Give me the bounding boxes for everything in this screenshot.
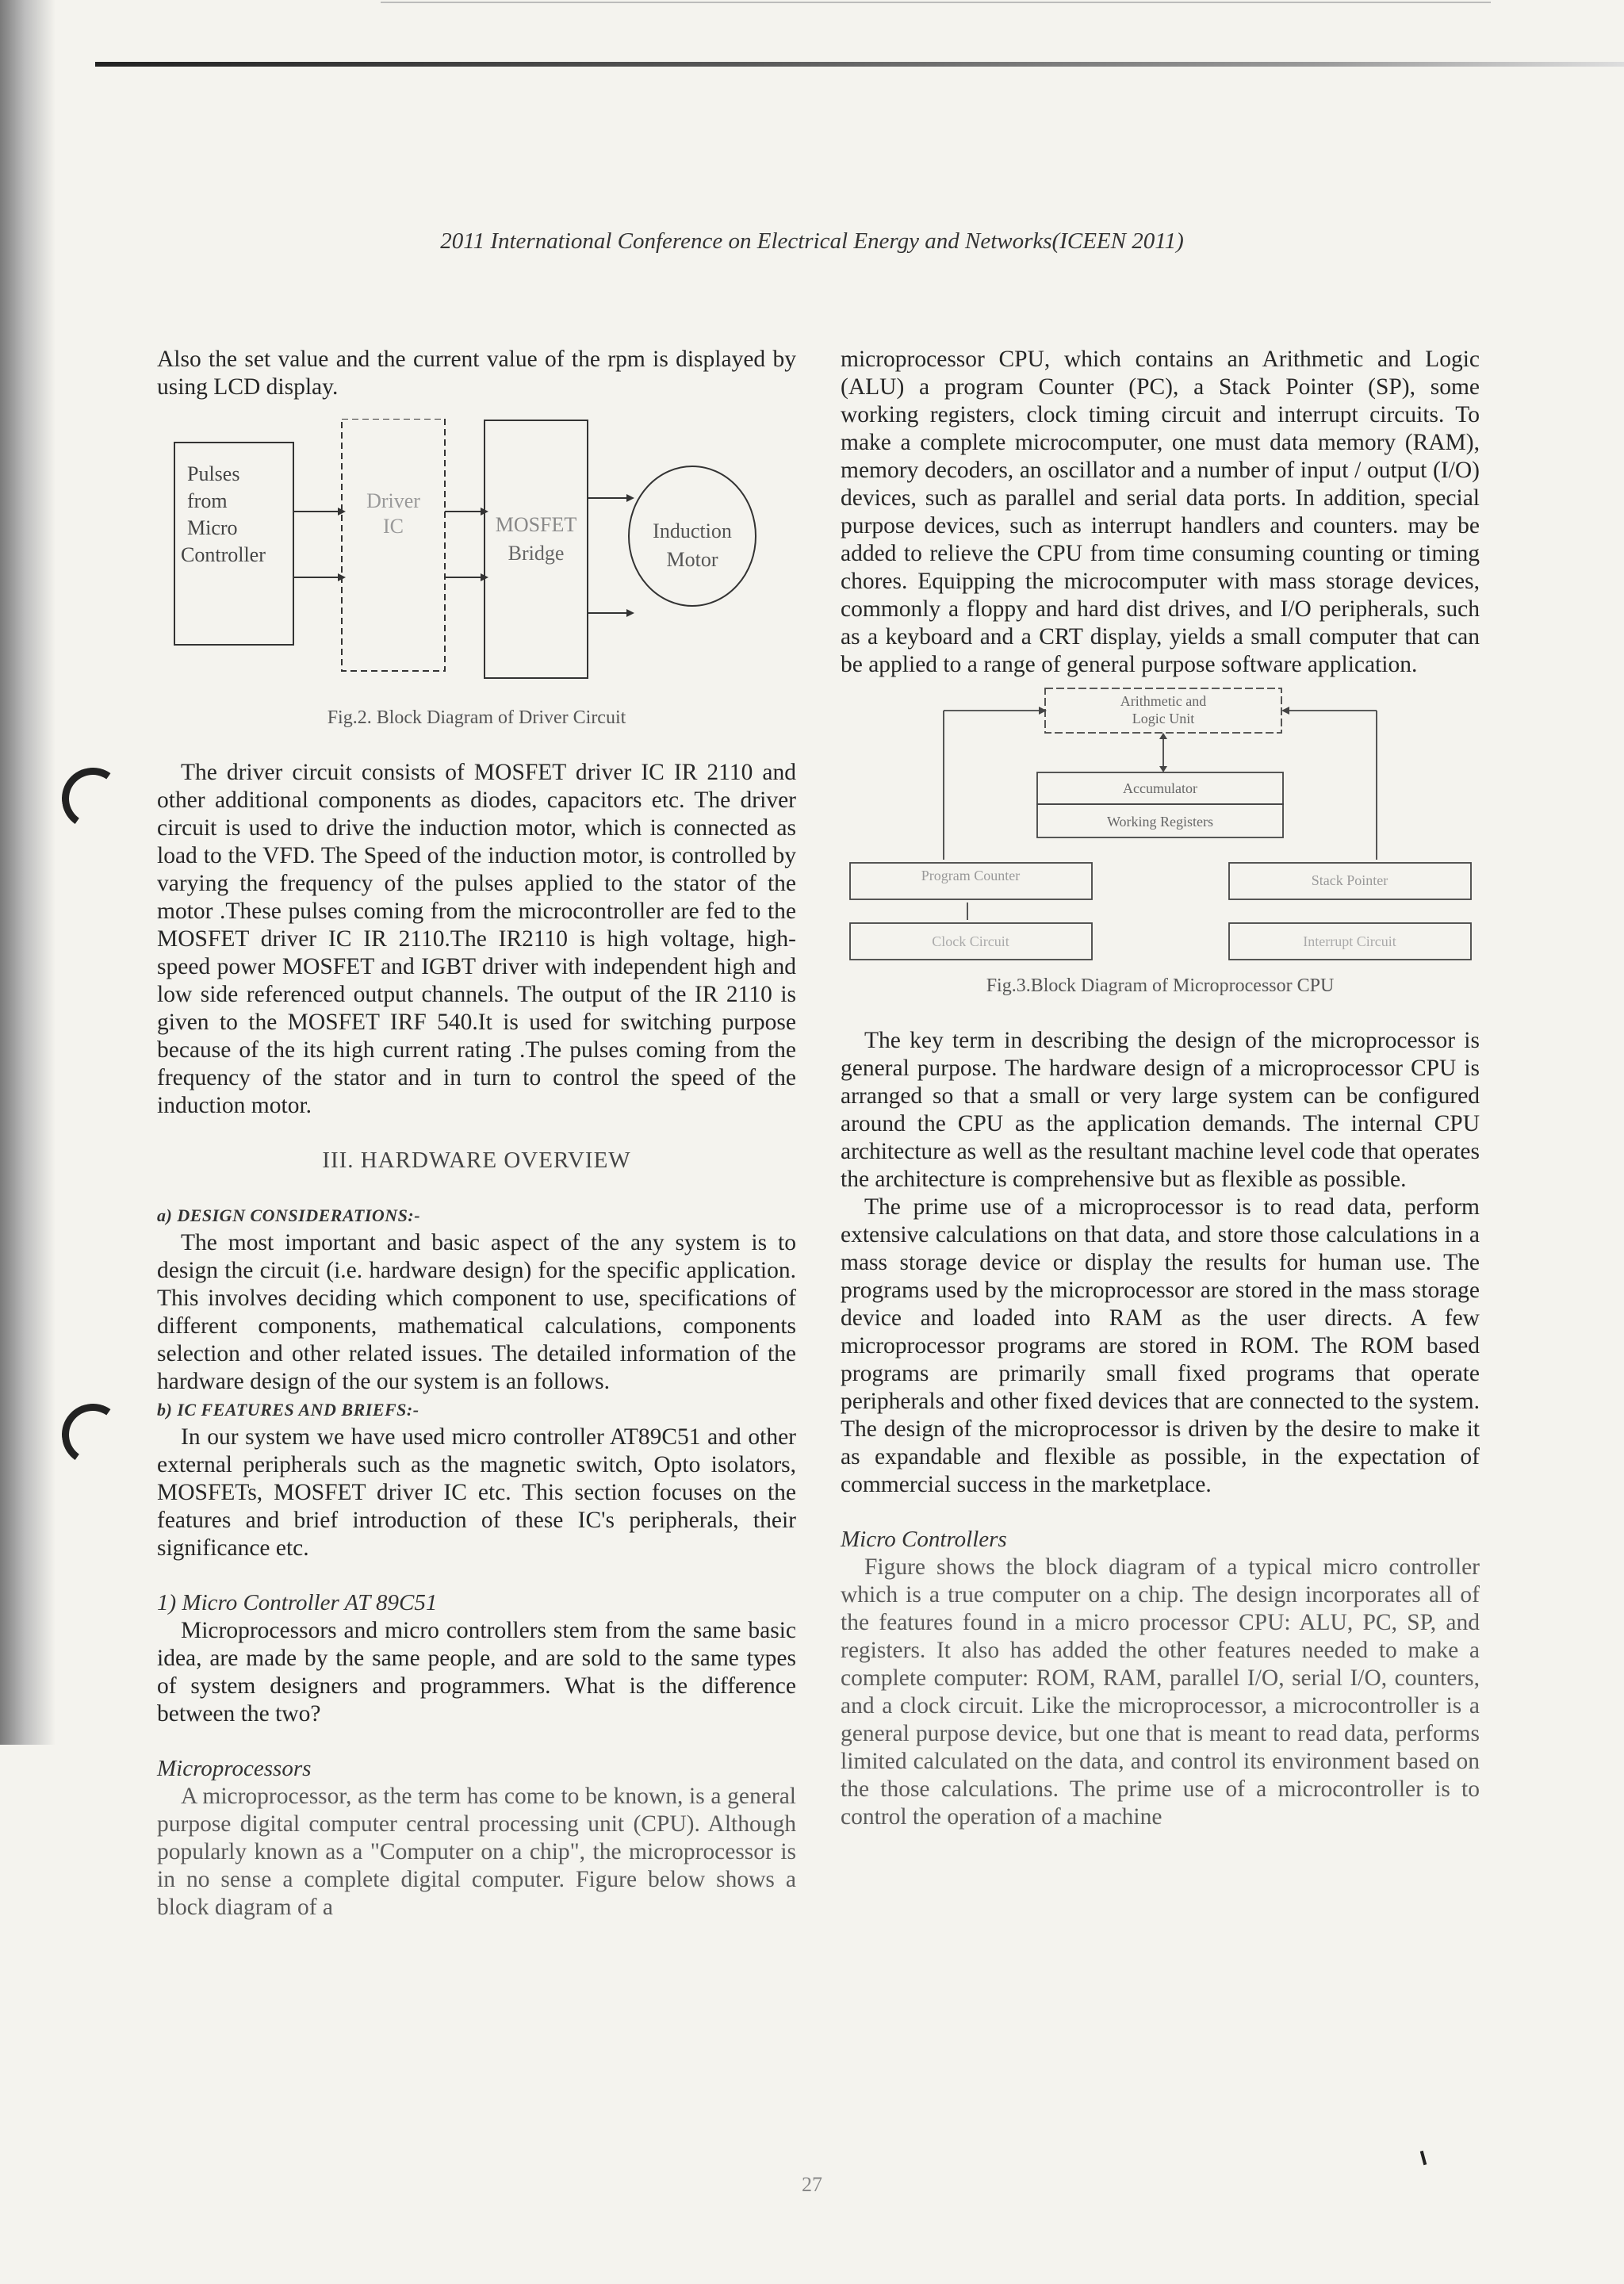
fig2-pulses-label-3: Micro: [187, 516, 238, 539]
fig2-motor-label-1: Induction: [653, 519, 732, 542]
fig3-cpu-block-diagram: [841, 687, 1480, 972]
subheading-micro-controller-at89c51: 1) Micro Controller AT 89C51: [157, 1590, 438, 1615]
fig2-pulses-label-4: Controller: [181, 543, 266, 566]
right-paragraph-1: microprocessor CPU, which contains an Arithmetic and Logic (ALU) a program Counter (PC), a Stack Pointer (SP), some working registers, clock timing circuit and interrupt circuits. To make a complete microcomputer, one must data memory (RAM), memory decoders, an oscillator and a number of input / output (I/O) devices, such as parallel and serial data ports. In addition, special purpose devices, such as interrupt handlers and counters. may be added to relieve the CPU from time consuming counting or timing chores. Equipping the microcomputer with mass storage devices, commonly a floppy and hard dist drives, and I/O peripherals, such as a keyboard and a CRT display, yields a small computer that can be applied to a range of general purpose software application.: [841, 347, 1480, 677]
left-paragraph-1: Also the set value and the current value of the rpm is displayed by using LCD display.: [157, 347, 796, 400]
fig2-driver-box: [342, 419, 445, 671]
right-paragraph-2: The key term in describing the design of the microprocessor is general purpose. The hardware design of a microprocessor CPU is arranged so that a small or very large system can be configured around the CPU as the application demands. The internal CPU architecture as well as the resultant machine level code that operates the architecture is comprehensive but as flexible as possible.: [841, 1028, 1480, 1192]
scan-artifact-top-edge: [95, 62, 1624, 67]
fig3-alu-label-2: Logic Unit: [1132, 711, 1195, 726]
left-paragraph-4: In our system we have used micro controller AT89C51 and other external peripherals such as the magnetic switch, Opto isolators, MOSFETs, MOSFET driver IC etc. This section focuses on the features and brief introduction of these IC's peripherals, their significance etc.: [157, 1424, 796, 1561]
left-column: [157, 346, 796, 1922]
punch-hole-mark-lower: [57, 1399, 128, 1470]
fig2-pulses-label-2: from: [187, 489, 228, 512]
left-paragraph-3: The most important and basic aspect of the any system is to design the circuit (i.e. hardware design) for the specific application. This involves deciding which component to use, specifications of different components, mathematical calculations, components selection and other related issues. The detailed information of the hardware design of the our system is an follows.: [157, 1230, 796, 1394]
left-paragraph-5: Microprocessors and micro controllers stem from the same basic idea, are made by the same people, and are sold to the same types of system designers and programmers. What is the difference between the two?: [157, 1618, 796, 1726]
fig2-driver-label-2: IC: [383, 515, 404, 538]
fig3-clock-circuit-label: Clock Circuit: [932, 933, 1009, 949]
section-heading-hardware-overview: III. HARDWARE OVERVIEW: [322, 1148, 631, 1173]
right-column: [841, 346, 1480, 1831]
fig2-mosfet-label-2: Bridge: [508, 542, 565, 565]
subheading-design-considerations: a) DESIGN CONSIDERATIONS:-: [157, 1205, 421, 1225]
fig3-alu-label-1: Arithmetic and: [1120, 693, 1207, 709]
punch-hole-mark-upper: [57, 763, 128, 834]
fig3-interrupt-circuit-label: Interrupt Circuit: [1303, 933, 1396, 949]
fig3-caption: Fig.3.Block Diagram of Microprocessor CPU: [986, 975, 1335, 996]
subheading-ic-features: b) IC FEATURES AND BRIEFS:-: [157, 1400, 419, 1420]
fig3-stack-pointer-label: Stack Pointer: [1311, 872, 1388, 888]
right-paragraph-4: Figure shows the block diagram of a typical micro controller which is a true computer on a chip. The design incorporates all of the features found in a micro processor CPU: ALU, PC, SP, and registers. It also has added the other features needed to make a complete computer: ROM, RAM, parallel I/O, serial I/O, counters, and a clock circuit. Like the microprocessor, a microcontroller is a general purpose device, but one that is meant to read data, performs limited calculated on the data, and control its environment based on the those calculations. The prime use of a microcontroller is to control the operation of a machine: [841, 1554, 1480, 1830]
left-paragraph-6: A microprocessor, as the term has come to be known, is a general purpose digital computer central processing unit (CPU). Although popularly known as a "Computer on a chip", the microprocessor is in no sense a complete digital computer. Figure below shows a block diagram of a: [157, 1784, 796, 1920]
running-head: 2011 International Conference on Electrical Energy and Networks(ICEEN 2011): [440, 228, 1184, 254]
fig2-driver-block-diagram: [157, 419, 796, 704]
scan-artifact-dot: [1420, 2151, 1427, 2165]
fig3-working-registers-label: Working Registers: [1106, 814, 1214, 830]
page-number: 27: [802, 2173, 822, 2196]
subheading-microprocessors: Microprocessors: [157, 1756, 312, 1781]
fig2-driver-label-1: Driver: [366, 489, 420, 512]
fig2-caption: Fig.2. Block Diagram of Driver Circuit: [327, 707, 626, 728]
fig2-pulses-label-1: Pulses: [187, 462, 240, 485]
fig2-motor-label-2: Motor: [666, 548, 718, 571]
right-paragraph-3: The prime use of a microprocessor is to read data, perform extensive calculations on that data, and store those calculations in a mass storage device or display the results for human use. The programs used by the microprocessor are stored in the mass storage device and loaded into RAM as the user directs. A few microprocessor programs are stored in ROM. The ROM based programs are primarily small fixed programs that operate peripherals and other fixed devices that are connected to the system. The design of the microprocessor is driven by the desire to make it as expandable and flexible as possible, in the expectation of commercial success in the marketplace.: [841, 1194, 1480, 1497]
scan-artifact-left-edge: [0, 0, 56, 1745]
fig3-accumulator-label: Accumulator: [1123, 780, 1197, 796]
fig2-mosfet-label-1: MOSFET: [495, 513, 577, 536]
fig3-program-counter-label: Program Counter: [921, 868, 1021, 883]
subheading-micro-controllers: Micro Controllers: [841, 1527, 1007, 1552]
left-paragraph-2: The driver circuit consists of MOSFET driver IC IR 2110 and other additional components as diodes, capacitors etc. The driver circuit is used to drive the induction motor, which is connected as load to the VFD. The Speed of the induction motor, is controlled by varying the frequency of the pulses applied to the stator of the motor .These pulses coming from the microcontroller are fed to the MOSFET driver IC IR 2110.The IR2110 is high voltage, high- speed power MOSFET and IGBT driver with independent high and low side referenced output channels. The output of the IR 2110 is given to the MOSFET IRF 540.It is used for switching purpose because of the its high current rating .The pulses coming from the frequency of the stator and in turn to control the speed of the induction motor.: [157, 760, 796, 1118]
scan-artifact-top-faint: [381, 2, 1491, 3]
